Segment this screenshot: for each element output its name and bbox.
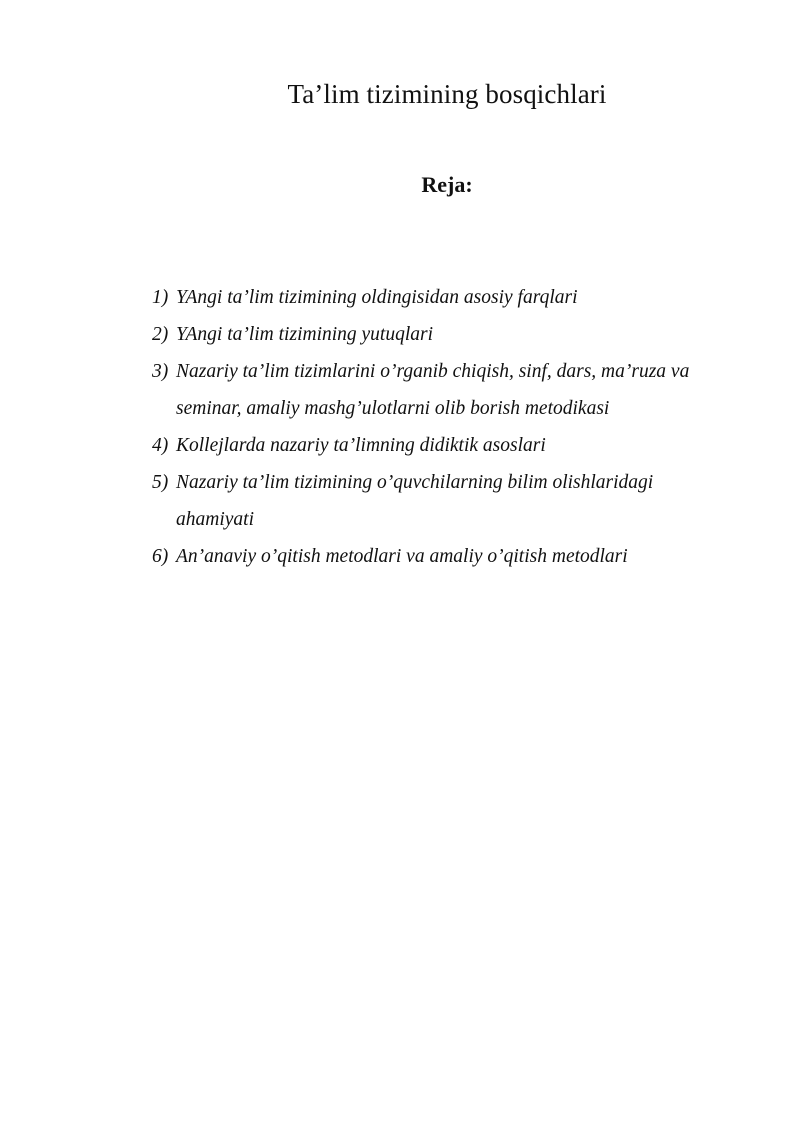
- plan-item-3: [152, 353, 732, 427]
- plan-item-number: 3): [152, 361, 169, 382]
- plan-item-text: YAngi ta’lim tizimining oldingisidan asosiy farqlari: [176, 287, 578, 308]
- plan-item-number: 2): [152, 324, 169, 345]
- plan-item-number: 1): [152, 287, 169, 308]
- plan-list: [152, 279, 732, 575]
- document-title: Ta’lim tizimining bosqichlari: [287, 79, 607, 109]
- plan-item-text: Nazariy ta’lim tizimining o’quvchilarning bilim olishlaridagi ahamiyati: [176, 472, 654, 530]
- plan-item-number: 4): [152, 435, 169, 456]
- plan-item-5: [152, 464, 732, 538]
- plan-heading: Reja:: [421, 172, 473, 197]
- plan-item-2: [152, 316, 732, 353]
- plan-item-text: An’anaviy o’qitish metodlari va amaliy o’qitish metodlari: [176, 546, 628, 567]
- plan-item-text: Kollejlarda nazariy ta’limning didiktik asoslari: [176, 435, 546, 456]
- plan-item-number: 5): [152, 472, 169, 493]
- plan-item-4: [152, 427, 732, 464]
- plan-item-number: 6): [152, 546, 169, 567]
- plan-item-6: [152, 538, 732, 575]
- plan-item-1: [152, 279, 732, 316]
- plan-item-text: YAngi ta’lim tizimining yutuqlari: [176, 324, 434, 345]
- plan-item-text: Nazariy ta’lim tizimlarini o’rganib chiqish, sinf, dars, ma’ruza va seminar, amaliy mashg’ulotlarni olib borish metodikasi: [176, 361, 690, 419]
